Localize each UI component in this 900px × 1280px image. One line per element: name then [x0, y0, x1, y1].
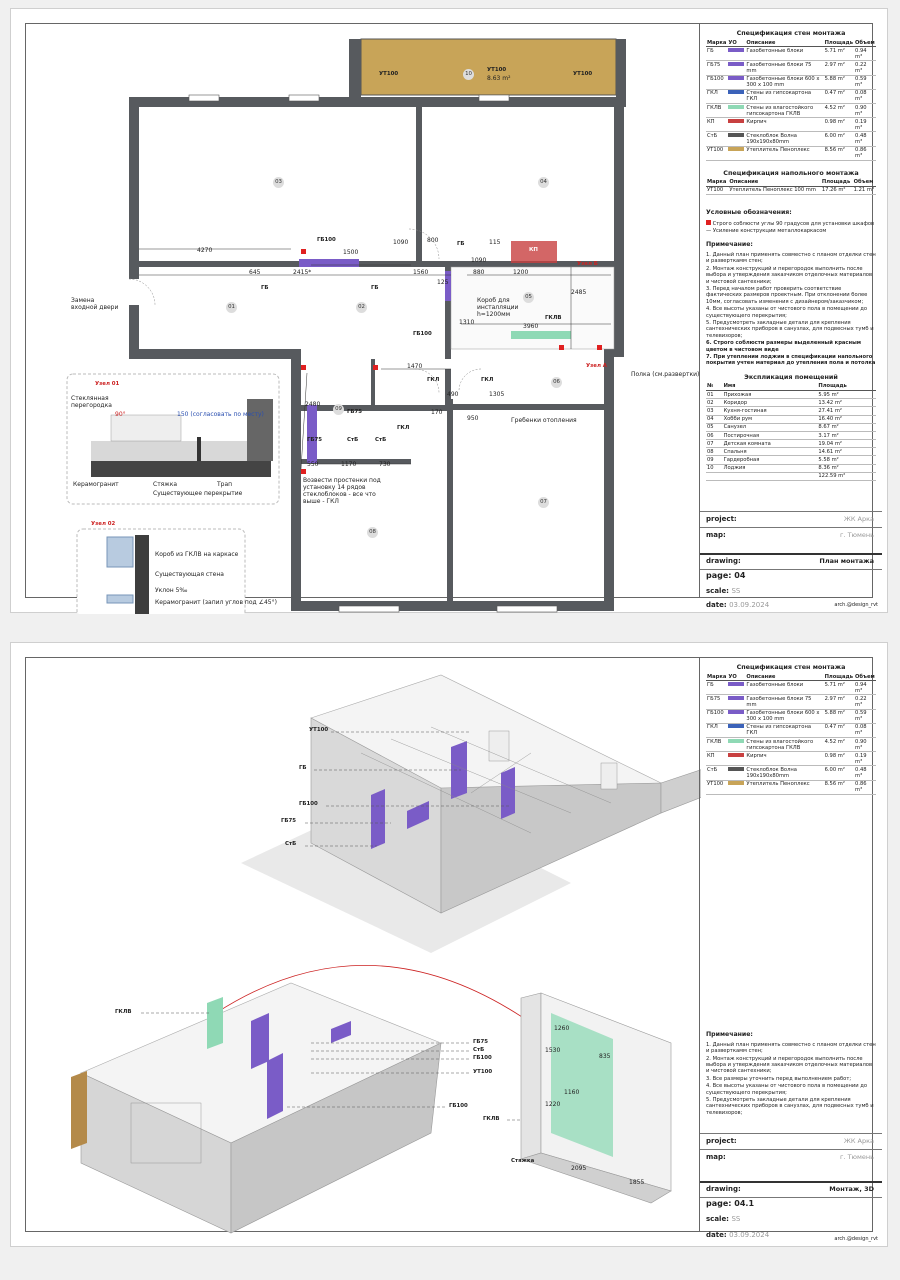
dim-1470: 1470	[407, 363, 423, 370]
legend-item: Усиление конструкции металлокаркасом	[712, 228, 827, 235]
col-name: Имя	[723, 383, 818, 391]
table-row: 09 Гардеробная 5.58 m²	[706, 456, 876, 464]
node-02-box: Короб из ГКЛВ на каркасе	[155, 551, 239, 558]
dim-170: 170	[431, 409, 443, 416]
dim-2485: 2485	[571, 289, 587, 296]
material-swatch	[728, 62, 744, 66]
tb-map: map: г. Тюмень	[700, 1149, 882, 1166]
table-row: КП Кирпич 0.98 m² 0.19 m³	[706, 752, 876, 766]
table-row: УТ100 Утеплитель Пеноплекс 100 mm 17.26 m² 1.21 m³	[706, 186, 876, 194]
iso-label-ut100-b: УТ100	[473, 1069, 493, 1075]
dim-880: 880	[473, 269, 485, 276]
node-01-title: Узел 01	[95, 381, 120, 387]
heating-comb-note: Гребенки отопления	[511, 417, 577, 424]
table-row: ГБ100 Газобетонные блоки 600 x 300 x 100 mm 5.88 m² 0.59 m³	[706, 75, 876, 89]
material-swatch	[728, 76, 744, 80]
sheet-3d	[10, 642, 888, 1247]
rooms-table-title: Экспликация помещений	[744, 372, 838, 381]
table-row: 05 Санузел 8.67 m²	[706, 423, 876, 431]
note-item: 6. Строго соблюсти размеры выделенный красным цветом в чистовом виде	[706, 340, 862, 353]
col-mark: Марка	[707, 673, 727, 680]
iso-label-screed: Стяжка	[511, 1158, 535, 1164]
table-row: 07 Детская комната 19.04 m²	[706, 440, 876, 448]
dim-645: 645	[249, 269, 261, 276]
table-row: СтБ Стеклоблок Волна 190x190x80mm 6.00 m² 0.48 m³	[706, 766, 876, 780]
room-number-05: 05	[523, 292, 534, 303]
dim-950: 950	[467, 415, 479, 422]
mark-gb100-2: ГБ100	[413, 331, 432, 337]
note-item: 1. Данный план применять совместно с планом отделки стен и разверткамм стен;	[706, 1041, 876, 1055]
col-area: Площадь	[821, 179, 853, 187]
mark-gb-1: ГБ	[261, 285, 269, 291]
tb-author: arch.@design_rvt	[834, 1236, 878, 1242]
node-02-title: Узел 02	[91, 521, 116, 527]
node-a-label: Узел А	[586, 363, 607, 369]
room-number-01: 01	[226, 302, 237, 313]
dim-550: 550	[307, 461, 319, 468]
note-item: 3. Перед началом работ проверить соответствие фактических размеров проектным. При отклонении более 10мм, согласовать изменения с дизайнером/заказчиком;	[706, 285, 868, 305]
iso-dim-1260: 1260	[554, 1025, 570, 1032]
note-item: 4. Все высоты указаны от чистового пола в помещении до существующего перекрытия;	[706, 306, 868, 319]
tb-date: date: 03.09.2024	[706, 601, 770, 609]
table-row: 06 Постирочная 3.17 m²	[706, 431, 876, 439]
table-row: ГБ Газобетонные блоки 5.71 m² 0.94 m³	[706, 47, 876, 61]
col-area: Площадь	[824, 39, 854, 46]
node-02-slope: Уклон 5‰	[155, 587, 188, 594]
node-01-angle: 90°	[115, 411, 126, 418]
mark-stb-2: СтБ	[375, 437, 387, 443]
iso-dim-835: 835	[599, 1053, 611, 1060]
niche-note: Возвести простенки под установку 14 рядов стеклоблоков - все что выше - ГКЛ	[303, 477, 381, 505]
dim-1090: 1090	[393, 239, 409, 246]
legend-item: Строго соблюсти углы 90 градусов для установки шкафов	[712, 221, 875, 228]
col-area: Площадь	[824, 673, 854, 680]
rooms-total: 122.59 m²	[817, 472, 876, 480]
loggia-label: УТ100	[487, 67, 507, 73]
mark-stb-1: СтБ	[347, 437, 359, 443]
tb-project: project: ЖК Арка	[700, 1133, 882, 1150]
dim-800: 800	[427, 237, 439, 244]
install-box-note: Короб для инсталляции h=1200мм	[477, 297, 519, 318]
room-number-10: 10	[463, 69, 474, 80]
mark-gkl-3: ГКЛ	[397, 425, 410, 431]
room-number-08: 08	[367, 527, 378, 538]
room-number-04: 04	[538, 177, 549, 188]
node-01-dim: 150 (согласовать по месту)	[177, 411, 264, 418]
col-area: Площадь	[817, 383, 876, 391]
tb-map: map: г. Тюмень	[700, 527, 882, 544]
table-row: 08 Спальня 14.61 m²	[706, 448, 876, 456]
tb-scale: scale: SS	[706, 1215, 741, 1223]
note-item: 4. Все высоты указаны от чистового пола в помещении до существующего перекрытия;	[706, 1083, 868, 1096]
notes-title: Примечание:	[706, 1030, 753, 1038]
room-number-02: 02	[356, 302, 367, 313]
title-block	[699, 657, 882, 1242]
note-item: 3. Все размеры уточнить перед выполнением работ;	[706, 1075, 852, 1082]
dim-490: 490	[447, 391, 459, 398]
note-item: 5. Предусмотреть закладные детали для крепления сантехнических приборов в санузлах, для подвесных тумб и телевизоров;	[706, 1096, 874, 1116]
dim-1200: 1200	[513, 269, 529, 276]
table-row: ГКЛ Стены из гипсокартона ГКЛ 0.47 m² 0.08 m³	[706, 723, 876, 737]
tb-page: page: 04.1	[700, 1197, 882, 1212]
sheet-plan	[10, 8, 888, 613]
tb-page: page: 04	[700, 569, 882, 584]
mark-gb75-1: ГБ75	[347, 409, 363, 415]
note-item: 1. Данный план применять совместно с планом отделки стен и разверткамм стен;	[706, 251, 876, 265]
material-swatch	[728, 133, 744, 137]
table-row: 03 Кухня-гостиная 27.41 m²	[706, 407, 876, 415]
partition-gb100	[299, 259, 359, 267]
node-01-slab: Существующее перекрытие	[153, 490, 243, 497]
col-desc: Описание	[728, 179, 821, 187]
spec-floor-title: Спецификация напольного монтажа	[723, 168, 859, 177]
material-swatch	[728, 739, 744, 743]
title-block	[699, 23, 882, 609]
table-row: 02 Коридор 13.42 m²	[706, 399, 876, 407]
col-vol: Объем	[855, 673, 875, 680]
table-row: УТ100 Утеплитель Пеноплекс 8.56 m² 0.86 m³	[706, 146, 876, 160]
iso-dim-1220: 1220	[545, 1101, 561, 1108]
tb-scale: scale: SS	[706, 587, 741, 595]
node-b-label: Узел Б	[577, 261, 598, 267]
room-number-06: 06	[551, 377, 562, 388]
iso-label-gklv-b: ГКЛВ	[483, 1116, 500, 1122]
dim-125: 125	[437, 279, 449, 286]
material-swatch	[728, 105, 744, 109]
table-row: ГБ Газобетонные блоки 5.71 m² 0.94 m³	[706, 681, 876, 695]
shelf-note: Полка (см.развертки)	[631, 371, 700, 378]
iso-label-gb100-c: ГБ100	[449, 1103, 468, 1109]
material-swatch	[728, 710, 744, 714]
legend: Строго соблюсти углы 90 градусов для установки шкафов — Усиление конструкции металлокаркасом	[706, 221, 875, 235]
col-vol: Объем	[853, 179, 876, 187]
mark-gb-3: ГБ	[457, 241, 465, 247]
room-number-03: 03	[273, 177, 284, 188]
mark-gklv: ГКЛВ	[545, 315, 562, 321]
spec-walls-table	[706, 673, 876, 795]
mark-gkl-1: ГКЛ	[427, 377, 440, 383]
table-row: ГКЛВ Стены из влагостойкого гипсокартона ГКЛВ 4.52 m² 0.90 m³	[706, 737, 876, 751]
tb-drawing: drawing: План монтажа	[700, 553, 882, 569]
rooms-table	[706, 383, 876, 481]
iso-label-gb75: ГБ75	[281, 818, 297, 824]
iso-dim-2095: 2095	[571, 1165, 587, 1172]
dim-1560: 1560	[413, 269, 429, 276]
dim-1170: 1170	[341, 461, 357, 468]
iso-label-gklv: ГКЛВ	[115, 1009, 132, 1015]
mark-ut100-left: УТ100	[379, 71, 399, 77]
dim-1310: 1310	[459, 319, 475, 326]
iso-dim-1530: 1530	[545, 1047, 561, 1054]
col-vol: Объем	[855, 39, 875, 46]
isometric-view	[11, 643, 701, 1248]
iso-label-gb75-b: ГБ75	[473, 1039, 489, 1045]
col-desc: Описание	[745, 39, 823, 47]
col-uo: УО	[727, 39, 745, 47]
dim-3960: 3960	[523, 323, 539, 330]
col-mark: Марка	[707, 39, 727, 46]
dim-730: 730	[379, 461, 391, 468]
mark-gkl-2: ГКЛ	[481, 377, 494, 383]
dim-115: 115	[489, 239, 501, 246]
node-01-tile: Керамогранит	[73, 481, 119, 488]
iso-label-stb: СтБ	[285, 841, 297, 847]
node-02-wall: Существующая стена	[155, 571, 224, 578]
table-row: КП Кирпич 0.98 m² 0.19 m³	[706, 118, 876, 132]
notes-title: Примечание:	[706, 240, 753, 248]
mark-ut100-right: УТ100	[573, 71, 593, 77]
brick-label: КП	[529, 247, 538, 253]
notes-list	[706, 1042, 876, 1116]
spec-walls-title: Спецификация стен монтажа	[736, 29, 846, 37]
room-number-09: 09	[333, 404, 344, 415]
node-02-tile: Керамогранит (запил углов под ∠45°)	[155, 599, 277, 606]
iso-label-gb100: ГБ100	[299, 801, 318, 807]
table-row: ГБ75 Газобетонные блоки 75 mm 2.97 m² 0.22 m³	[706, 695, 876, 709]
tb-author: arch.@design_rvt	[834, 602, 878, 608]
iso-label-stb-b: СтБ	[473, 1047, 485, 1053]
col-desc: Описание	[745, 673, 823, 681]
material-swatch	[728, 90, 744, 94]
material-swatch	[728, 682, 744, 686]
material-swatch	[728, 724, 744, 728]
iso-label-ut100: УТ100	[309, 727, 329, 733]
dim-1305: 1305	[489, 391, 505, 398]
note-item: 2. Монтаж конструкций и перегородок выполнить после выбора и утверждения заказчиком отделочных материалов и чистовой сантехники;	[706, 1055, 873, 1075]
mark-gb-2: ГБ	[371, 285, 379, 291]
table-row: СтБ Стеклоблок Волна 190x190x80mm 6.00 m² 0.48 m³	[706, 132, 876, 146]
material-swatch	[728, 753, 744, 757]
dim-1500: 1500	[343, 249, 359, 256]
table-row: ГКЛ Стены из гипсокартона ГКЛ 0.47 m² 0.08 m³	[706, 89, 876, 103]
table-row: ГБ75 Газобетонные блоки 75 mm 2.97 m² 0.22 m³	[706, 61, 876, 75]
door-note: Замена входной двери	[71, 297, 119, 311]
iso-dim-1160: 1160	[564, 1089, 580, 1096]
iso-label-gb: ГБ	[299, 765, 307, 771]
table-row: ГКЛВ Стены из влагостойкого гипсокартона ГКЛВ 4.52 m² 0.90 m³	[706, 103, 876, 117]
loggia-area: 8.63 m²	[487, 75, 511, 82]
note-item: 2. Монтаж конструкций и перегородок выполнить после выбора и утверждения заказчиком отделочных материалов и чистовой сантехники;	[706, 265, 873, 285]
mark-gb100: ГБ100	[317, 237, 336, 243]
col-num: №	[706, 383, 723, 391]
iso-dim-1855: 1855	[629, 1179, 645, 1186]
dim-4270: 4270	[197, 247, 213, 254]
spec-walls-title: Спецификация стен монтажа	[736, 663, 846, 671]
note-item: 5. Предусмотреть закладные детали для крепления сантехнических приборов в санузлах, для подвесных тумб и телевизоров;	[706, 319, 874, 339]
material-swatch	[728, 147, 744, 151]
iso-label-gb100-b: ГБ100	[473, 1055, 492, 1061]
notes-list	[706, 252, 876, 367]
material-swatch	[728, 48, 744, 52]
material-swatch	[728, 696, 744, 700]
col-uo: УО	[727, 673, 745, 681]
table-row: 04 Хобби рум 16.40 m²	[706, 415, 876, 423]
table-row: 10 Лоджия 8.36 m²	[706, 464, 876, 472]
node-01-glass: Стеклянная перегородка	[71, 395, 112, 409]
node-01-screed: Стяжка	[153, 481, 177, 488]
dim-2480: 2480	[305, 401, 321, 408]
dim-2415: 2415*	[293, 269, 312, 276]
room-number-07: 07	[538, 497, 549, 508]
tb-date: date: 03.09.2024	[706, 1231, 770, 1239]
spec-floor-table	[706, 179, 876, 195]
material-swatch	[728, 781, 744, 785]
note-item: 7. При утеплении лоджии в спецификации напольного покрытия учтен материал до утепления пола и потолка	[706, 353, 876, 367]
table-row: 01 Прихожая 5.95 m²	[706, 390, 876, 398]
node-01-drain: Трап	[217, 481, 233, 488]
partition-gb75	[307, 405, 317, 463]
bathroom-detail	[521, 993, 541, 1159]
tb-project: project: ЖК Арка	[700, 511, 882, 528]
gklv-box	[511, 331, 571, 339]
dim-1090b: 1090	[471, 257, 487, 264]
table-row: УТ100 Утеплитель Пеноплекс 8.56 m² 0.86 m³	[706, 780, 876, 794]
table-row: ГБ100 Газобетонные блоки 600 x 300 x 100 mm 5.88 m² 0.59 m³	[706, 709, 876, 723]
tb-drawing: drawing: Монтаж, 3D	[700, 1181, 882, 1197]
col-mark: Марка	[707, 179, 727, 186]
legend-title: Условные обозначения:	[706, 209, 792, 217]
material-swatch	[728, 119, 744, 123]
material-swatch	[728, 767, 744, 771]
spec-walls-table	[706, 39, 876, 161]
mark-gb75-2: ГБ75	[307, 437, 323, 443]
